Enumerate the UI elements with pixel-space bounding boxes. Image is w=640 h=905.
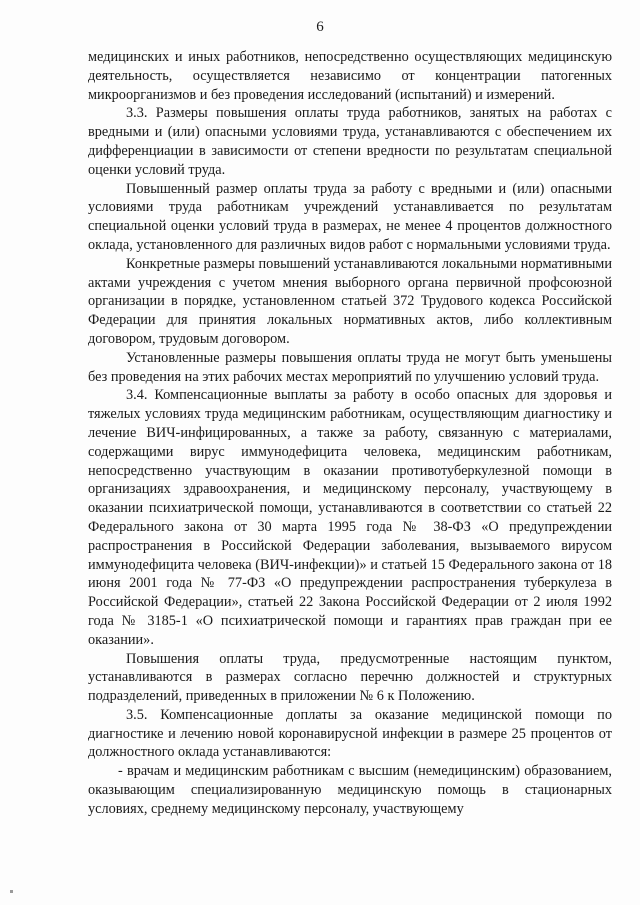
paragraph-specific-sizes: Конкретные размеры повышений устанавливаются локальными нормативными актами учреждения с учетом мнения выборного органа первичной профсоюзной организации в порядке, установленном статьей 372 Трудового кодекса Российской Федерации для принятия локальных нормативных актов, либо коллективным договором, трудовым договором. [88, 255, 612, 347]
list-item-doctors: - врачам и медицинским работникам с высшим (немедицинским) образованием, оказывающим специализированную медицинскую помощь в стационарных условиях, среднему медицинскому персоналу, участвующему [88, 763, 612, 817]
paragraph-increases-appendix: Повышения оплаты труда, предусмотренные настоящим пунктом, устанавливаются в размерах согласно перечню должностей и структурных подразделений, приведенных в приложении № 6 к Положению. [88, 650, 612, 705]
paragraph-increased-pay: Повышенный размер оплаты труда за работу с вредными и (или) опасными условиями труда работникам учреждений устанавливается по результатам специальной оценки условий труда в размерах, не менее 4 процентов должностного оклада, установленного для различных видов работ с нормальными условиями труда. [88, 180, 612, 253]
scan-artifact [10, 890, 13, 893]
paragraph-clause-3-4: 3.4. Компенсационные выплаты за работу в особо опасных для здоровья и тяжелых условиях труда медицинским работникам, осуществляющим диагностику и лечение ВИЧ-инфицированных, а также за работу, связанную с материалами, содержащими вирус иммунодефицита человека, медицинским работникам, непосредственно участвующим в оказании противотуберкулезной помощи в организациях здравоохранения, и медицинскому персоналу, участвующему в оказании психиатрической помощи, устанавливаются в соответствии со статьей 22 Федерального закона от 30 марта 1995 года № 38-ФЗ «О предупреждении распространения в Российской Федерации заболевания, вызываемого вирусом иммунодефицита человека (ВИЧ-инфекции)» и статьей 15 Федерального закона от 18 июня 2001 года № 77-ФЗ «О предупреждении распространения туберкулеза в Российской Федерации», статьей 22 Закона Российской Федерации от 2 июля 1992 года № 3185-1 «О психиатрической помощи и гарантиях прав граждан при ее оказании». [88, 387, 612, 648]
paragraph-clause-3-3: 3.3. Размеры повышения оплаты труда работников, занятых на работах с вредными и (или) опасными условиями труда, устанавливаются с обеспечением их дифференциации в зависимости от степени вредности по результатам специальной оценки условий труда. [88, 105, 612, 178]
document-body [88, 48, 612, 819]
paragraph-not-reduced: Установленные размеры повышения оплаты труда не могут быть уменьшены без проведения на этих рабочих местах мероприятий по улучшению условий труда. [88, 349, 612, 385]
page-number: 6 [316, 19, 324, 35]
paragraph-clause-3-5: 3.5. Компенсационные доплаты за оказание медицинской помощи по диагностике и лечению новой коронавирусной инфекции в размере 25 процентов от должностного оклада устанавливаются: [88, 706, 612, 761]
paragraph-continuation: медицинских и иных работников, непосредственно осуществляющих медицинскую деятельность, осуществляется независимо от концентрации патогенных микроорганизмов и без проведения исследований (испытаний) и измерений. [88, 49, 612, 103]
